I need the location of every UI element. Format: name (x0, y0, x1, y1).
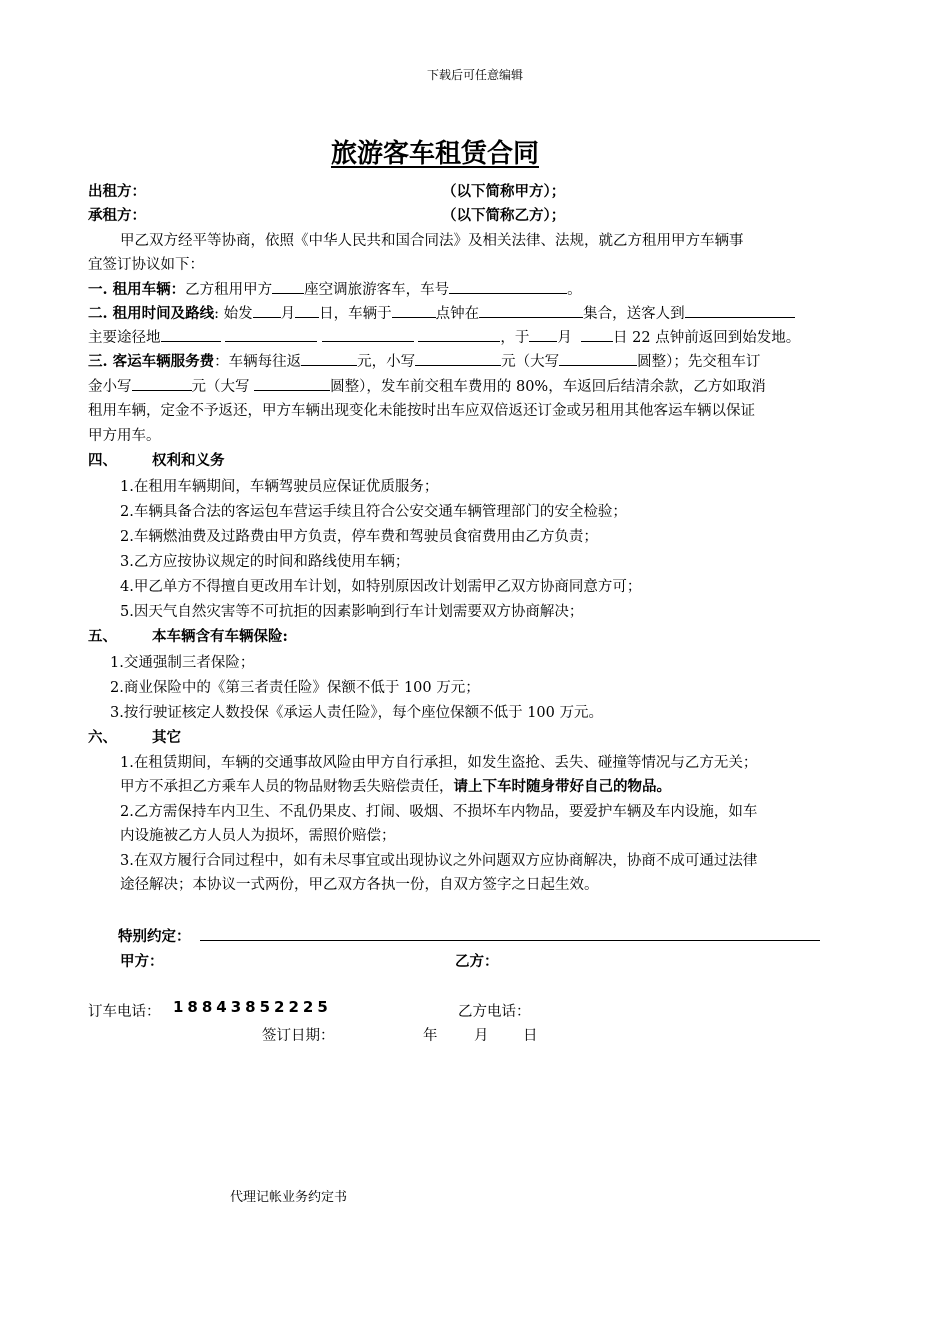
start-day-blank (295, 303, 319, 318)
section-4-heading: 权利和义务 (152, 452, 225, 469)
date-day: 日 (523, 1028, 538, 1044)
route-blank-3 (322, 327, 414, 342)
section-2-text-a: : 始发 (214, 306, 253, 322)
destination-blank (685, 303, 795, 318)
list-item: 5.因天气自然灾害等不可抗拒的因素影响到行车计划需要双方协商解决； (120, 604, 584, 620)
section-1 (88, 278, 582, 299)
date-month: 月 (474, 1028, 489, 1044)
intro-line-1: 甲乙双方经平等协商，依照《中华人民共和国合同法》及相关法律、法规，就乙方租用甲方车辆事 (120, 233, 744, 249)
section-2-route-label: 主要途径地 (88, 330, 161, 346)
route-blank-4 (418, 327, 500, 342)
section-3-line-1 (88, 350, 760, 371)
deposit-lower-blank (132, 376, 192, 391)
section-3-text-a: ：车辆每往返 (214, 354, 302, 370)
section-2-return-c: 日 22 点钟前返回到始发地。 (613, 330, 801, 346)
other-item-2-line-1: 2.乙方需保持车内卫生、不乱仍果皮、打闹、吸烟、不损坏车内物品，要爱护车辆及车内设施，如车 (120, 804, 758, 820)
deposit-upper-blank (254, 376, 330, 391)
meet-place-blank (479, 303, 583, 318)
section-4-num: 四、 (88, 452, 117, 469)
section-2-line-2 (88, 326, 800, 347)
return-month-blank (529, 327, 557, 342)
lessor-suffix: （以下简称甲方）； (442, 183, 566, 200)
other-item-3-line-1: 3.在双方履行合同过程中，如有未尽事宜或出现协议之外问题双方应协商解决，协商不成可通过法律 (120, 853, 758, 869)
party-b-label: 乙方： (455, 953, 499, 970)
route-blank-2 (225, 327, 317, 342)
section-6-heading: 其它 (152, 729, 181, 746)
lessee-label: 承租方： (88, 207, 146, 224)
section-5-heading: 本车辆含有车辆保险: (152, 628, 288, 645)
other-item-1-line-2 (120, 775, 671, 796)
fee-blank (301, 351, 357, 366)
section-3-text-c: 元（大写 (501, 354, 560, 370)
section-2-text-d: 点钟在 (435, 306, 480, 322)
list-item: 3.乙方应按协议规定的时间和路线使用车辆； (120, 554, 410, 570)
section-2-text-b: 月 (280, 306, 296, 322)
section-3-text-d: 圆整）；先交租车订 (637, 354, 761, 370)
other-item-1-text: 甲方不承担乙方乘车人员的物品财物丢失赔偿责任， (120, 779, 454, 795)
sign-date-label: 签订日期： (262, 1028, 335, 1044)
seats-blank (272, 279, 304, 294)
section-2-line-1 (88, 302, 795, 323)
page-title: 旅游客车租赁合同 (330, 139, 539, 169)
list-item: 2.车辆燃油费及过路费由甲方负责，停车费和驾驶员食宿费用由乙方负责； (120, 529, 598, 545)
other-item-1-line-1: 1.在租赁期间，车辆的交通事故风险由甲方自行承担，如发生盗抢、丢失、碰撞等情况与乙方无关； (120, 755, 758, 771)
list-item: 2.商业保险中的《第三者责任险》保额不低于 100 万元； (110, 680, 480, 696)
plate-blank (449, 279, 567, 294)
section-2-return-b: 月 (557, 330, 572, 346)
section-2-heading: 二. 租用时间及路线 (88, 305, 215, 322)
section-6-num: 六、 (88, 729, 117, 746)
special-agreement-line (200, 940, 820, 941)
other-item-2-line-2: 内设施被乙方人员人为损坏，需照价赔偿； (120, 828, 396, 844)
return-day-blank (581, 327, 613, 342)
intro-line-2: 宜签订协议如下： (88, 257, 204, 273)
list-item: 1.在租用车辆期间，车辆驾驶员应保证优质服务； (120, 479, 439, 495)
list-item: 2.车辆具备合法的客运包车营运手续且符合公安交通车辆管理部门的安全检验； (120, 504, 627, 520)
section-3-deposit-b: 元（大写 (191, 379, 250, 395)
party-b-phone-label: 乙方电话： (458, 1004, 531, 1020)
section-2-text-c: 日，车辆于 (319, 306, 392, 322)
list-item: 3.按行驶证核定人数投保《承运人责任险》，每个座位保额不低于 100 万元。 (110, 705, 603, 721)
section-1-text-c: 。 (567, 282, 582, 298)
section-3-text-b: 元，小写 (357, 354, 416, 370)
section-3-deposit-a: 金小写 (88, 379, 132, 395)
lessee-suffix: （以下简称乙方）； (442, 207, 566, 224)
fee-lower-blank (415, 351, 501, 366)
section-1-text-b: 座空调旅游客车，车号 (304, 282, 450, 298)
fee-upper-blank (559, 351, 637, 366)
section-3-heading: 三. 客运车辆服务费 (88, 353, 215, 370)
section-3-line-4: 甲方用车。 (88, 428, 161, 444)
hour-blank (392, 303, 436, 318)
list-item: 4.甲乙单方不得擅自更改用车计划，如特别原因改计划需甲乙双方协商同意方可； (120, 579, 642, 595)
order-phone-number: 18843852225 (173, 998, 332, 1016)
section-5-num: 五、 (88, 628, 117, 645)
list-item: 1.交通强制三者保险； (110, 655, 255, 671)
section-1-heading: 一. 租用车辆： (88, 281, 186, 298)
belongings-reminder: 请上下车时随身带好自己的物品。 (453, 778, 671, 795)
start-month-blank (253, 303, 281, 318)
order-phone-label: 订车电话： (88, 1004, 161, 1020)
other-item-3-line-2: 途径解决；本协议一式两份，甲乙双方各执一份，自双方签字之日起生效。 (120, 877, 599, 893)
section-2-text-e: 集合，送客人到 (583, 306, 685, 322)
party-a-label: 甲方： (120, 953, 164, 970)
section-3-deposit-c: 圆整），发车前交租车费用的 80%，车返回后结清余款，乙方如取消 (330, 379, 766, 395)
section-3-line-2 (88, 375, 766, 396)
section-2-return-a: ，于 (500, 330, 530, 346)
special-agreement-label: 特别约定： (118, 928, 191, 945)
section-3-line-3: 租用车辆，定金不予返还，甲方车辆出现变化未能按时出车应双倍返还订金或另租用其他客运车辆以保证 (88, 403, 755, 419)
footer-note: 代理记帐业务约定书 (230, 1190, 348, 1205)
lessor-label: 出租方： (88, 183, 146, 200)
date-year: 年 (423, 1028, 438, 1044)
section-1-text-a: 乙方租用甲方 (185, 282, 273, 298)
header-note: 下载后可任意编辑 (426, 68, 523, 82)
route-blank-1 (161, 327, 221, 342)
